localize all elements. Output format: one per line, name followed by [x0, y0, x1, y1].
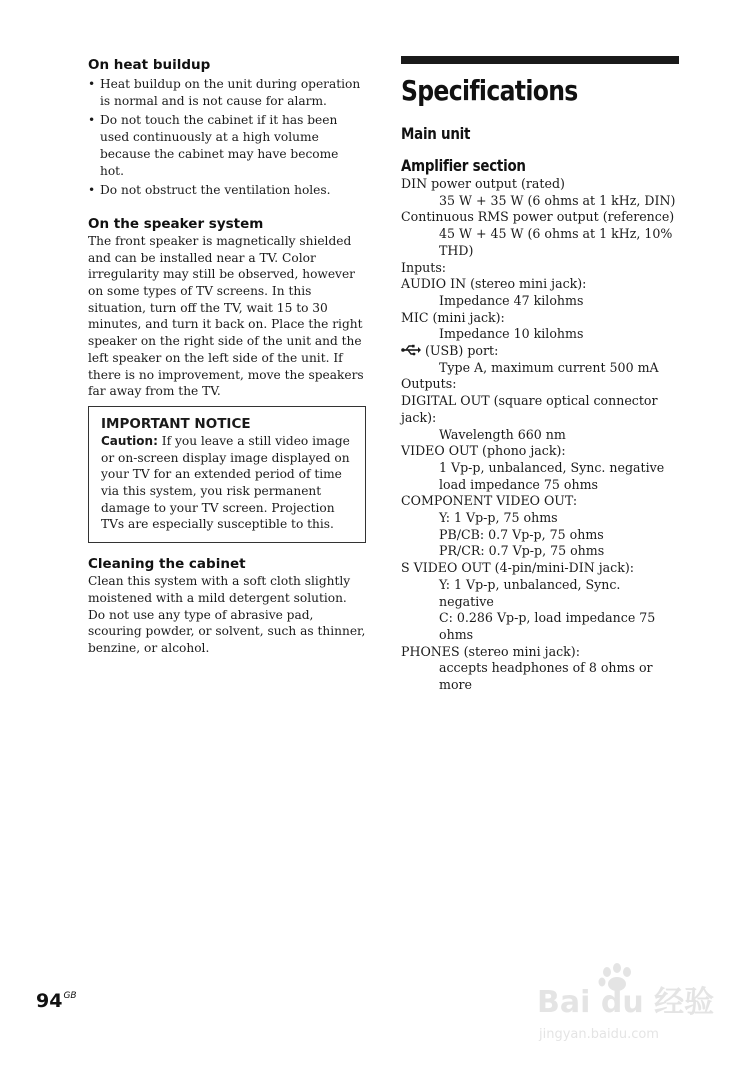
page-suffix: GB: [63, 991, 77, 1001]
spec-line: Wavelength 660 nm: [439, 426, 566, 442]
usb-icon: [401, 344, 421, 356]
amplifier-section-heading: Amplifier section: [401, 156, 526, 175]
notice-text: Caution: If you leave a still video image or on-screen display image displayed on your TV for an extended period of time via this system, you risk permanent damage to your TV screen. Projection TVs are especially susceptible to this.: [101, 433, 350, 532]
spec-line: Impedance 47 kilohms: [439, 292, 584, 308]
list-item: • Heat buildup on the unit during operation is normal and is not cause for alarm.: [88, 77, 361, 108]
spec-line: Inputs:: [401, 259, 447, 275]
spec-list: [401, 176, 679, 694]
heat-section: [88, 56, 366, 199]
page-number: $94^{GB}$: [36, 990, 77, 1012]
notice-title: IMPORTANT NOTICE: [101, 415, 251, 432]
title-rule: [401, 56, 679, 64]
spec-line: accepts headphones of 8 ohms or more: [439, 660, 653, 693]
speaker-heading: On the speaker system: [88, 215, 264, 232]
spec-line: C: 0.286 Vp-p, load impedance 75 ohms: [439, 610, 656, 642]
watermark-brand: Bai du 经验: [537, 985, 715, 1020]
right-column: [401, 56, 679, 694]
speaker-section: [88, 215, 366, 400]
spec-line: S VIDEO OUT (4-pin/mini-DIN jack):: [401, 560, 634, 576]
spec-line: DIGITAL OUT (square optical connector jack):: [401, 393, 658, 425]
heat-bullet-list: [88, 76, 366, 199]
spec-line: PR/CR: 0.7 Vp-p, 75 ohms: [439, 543, 605, 559]
caution-label: Caution:: [101, 433, 158, 448]
cleaning-paragraph-2: Do not use any type of abrasive pad, scouring powder, or solvent, such as thinner, benzine, or alcohol.: [88, 607, 366, 655]
heat-heading: On heat buildup: [88, 57, 211, 73]
spec-line: 1 Vp-p, unbalanced, Sync. negative load impedance 75 ohms: [439, 459, 665, 492]
spec-line: Impedance 10 kilohms: [439, 326, 584, 342]
baidu-watermark: [535, 960, 715, 1045]
spec-line: PHONES (stereo mini jack):: [401, 643, 580, 659]
watermark-url: jingyan.baidu.com: [539, 1027, 659, 1042]
cleaning-section: [88, 555, 366, 657]
spec-line: 35 W + 35 W (6 ohms at 1 kHz, DIN): [439, 192, 676, 208]
spec-line: 45 W + 45 W (6 ohms at 1 kHz, 10% THD): [439, 226, 673, 258]
spec-line: Type A, maximum current 500 mA: [439, 359, 659, 375]
left-column: [88, 56, 366, 657]
spec-line: COMPONENT VIDEO OUT:: [401, 493, 578, 509]
spec-line: PB/CB: 0.7 Vp-p, 75 ohms: [439, 526, 604, 542]
page-title: Specifications: [401, 74, 578, 107]
cleaning-paragraph-1: Clean this system with a soft cloth slightly moistened with a mild detergent solution.: [88, 574, 351, 605]
spec-line: VIDEO OUT (phono jack):: [401, 443, 566, 459]
spec-line: Outputs:: [401, 376, 457, 392]
spec-line: Y: 1 Vp-p, 75 ohms: [439, 510, 558, 526]
spec-line: AUDIO IN (stereo mini jack):: [401, 276, 587, 292]
cleaning-heading: Cleaning the cabinet: [88, 556, 246, 573]
spec-line: Y: 1 Vp-p, unbalanced, Sync. negative: [439, 576, 621, 609]
spec-line: MIC (mini jack):: [401, 309, 505, 325]
spec-line: Continuous RMS power output (reference): [401, 209, 675, 225]
spec-line: (USB) port:: [401, 343, 679, 360]
list-item: • Do not touch the cabinet if it has been used continuously at a high volume because the cabinet may have become hot.: [88, 113, 339, 178]
list-item: • Do not obstruct the ventilation holes.: [88, 183, 331, 198]
main-unit-heading: Main unit: [401, 124, 471, 143]
speaker-paragraph: The front speaker is magnetically shielded and can be installed near a TV. Color irregularity may still be observed, however on some types of TV screens. In this situation, turn off the TV, wait 15 to 30 minutes, and turn it back on. Place the right speaker on the right side of the unit and the left speaker on the left side of the unit. If there is no improvement, move the speakers far away from the TV.: [88, 233, 364, 399]
important-notice-box: [88, 406, 366, 543]
spec-line: DIN power output (rated): [401, 176, 565, 191]
